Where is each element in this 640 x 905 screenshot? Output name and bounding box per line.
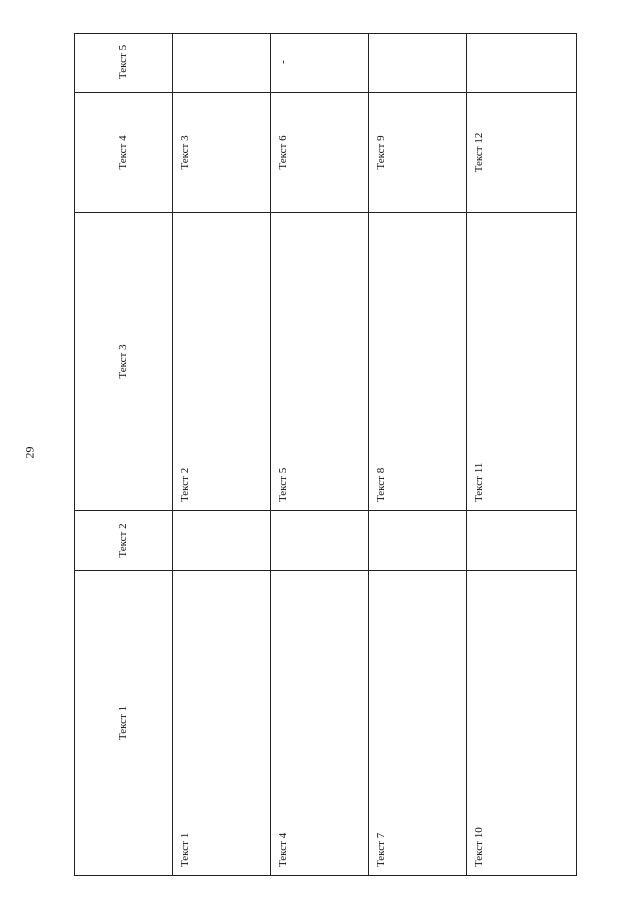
table-row-1-cell-2 — [173, 510, 271, 570]
table-row-1-cell-4: Текст 3 — [173, 92, 271, 212]
header-cell-5: Текст 5 — [75, 33, 173, 92]
rotated-table — [74, 33, 577, 876]
header-cell-3: Текст 3 — [75, 212, 173, 510]
header-cell-2: Текст 2 — [75, 510, 173, 570]
table-row-4-cell-1: Текст 10 — [467, 570, 577, 875]
table-row-4-cell-3: Текст 11 — [467, 212, 577, 510]
table-viewport — [74, 33, 577, 876]
page-number: 29 — [22, 446, 37, 459]
table-row-2-cell-3: Текст 5 — [271, 212, 369, 510]
table-row-2-cell-1: Текст 4 — [271, 570, 369, 875]
table-row-1-cell-5 — [173, 33, 271, 92]
table-row-1-cell-1: Текст 1 — [173, 570, 271, 875]
table-row-3-cell-1: Текст 7 — [369, 570, 467, 875]
table-row-3-cell-2 — [369, 510, 467, 570]
table-row-4-cell-5 — [467, 33, 577, 92]
table-row-1-cell-3: Текст 2 — [173, 212, 271, 510]
table-row-3-cell-5 — [369, 33, 467, 92]
table-row-2-cell-2 — [271, 510, 369, 570]
header-cell-1: Текст 1 — [75, 570, 173, 875]
header-cell-4: Текст 4 — [75, 92, 173, 212]
table-row-4-cell-4: Текст 12 — [467, 92, 577, 212]
table-row-4-cell-2 — [467, 510, 577, 570]
table-grid — [75, 34, 576, 875]
table-row-3-cell-4: Текст 9 — [369, 92, 467, 212]
table-row-2-cell-4: Текст 6 — [271, 92, 369, 212]
table-row-2-cell-5: - — [271, 33, 369, 92]
table-row-3-cell-3: Текст 8 — [369, 212, 467, 510]
